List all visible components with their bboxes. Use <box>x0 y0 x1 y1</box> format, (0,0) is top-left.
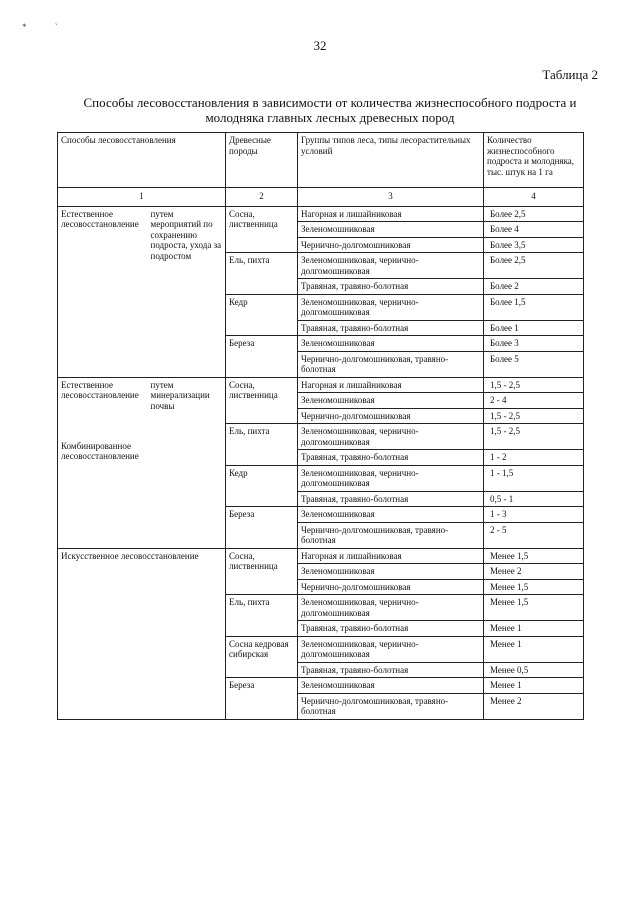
quantity-cell: Менее 1,5 <box>484 579 584 595</box>
means-cell: путем минерализации почвы <box>148 377 226 548</box>
forest-group-cell: Зеленомошниковая <box>298 507 484 523</box>
quantity-cell: 1,5 - 2,5 <box>484 377 584 393</box>
quantity-cell: 1 - 2 <box>484 450 584 466</box>
means-cell: путем мероприятий по сохранению подроста, ухода за подростом <box>148 206 226 377</box>
corner-mark: ` <box>54 22 58 32</box>
forest-group-cell: Нагорная и лишайниковая <box>298 206 484 222</box>
forest-group-cell: Зеленомошниковая <box>298 222 484 238</box>
forest-group-cell: Чернично-долгомошниковая, травяно-болотная <box>298 693 484 719</box>
column-number: 1 <box>58 188 226 207</box>
species-cell: Сосна, лиственница <box>226 377 298 424</box>
quantity-cell: 1,5 - 2,5 <box>484 408 584 424</box>
column-number: 4 <box>484 188 584 207</box>
forest-group-cell: Травяная, травяно-болотная <box>298 450 484 466</box>
forest-group-cell: Зеленомошниковая, чернично-долгомошниковая <box>298 636 484 662</box>
quantity-cell: Более 1,5 <box>484 294 584 320</box>
table-body <box>58 206 584 719</box>
table-row <box>58 548 584 564</box>
forest-group-cell: Нагорная и лишайниковая <box>298 548 484 564</box>
forest-group-cell: Зеленомошниковая, чернично-долгомошниковая <box>298 253 484 279</box>
method-cell <box>58 377 148 548</box>
species-cell: Ель, пихта <box>226 424 298 466</box>
quantity-cell: Более 2,5 <box>484 253 584 279</box>
corner-mark: * <box>22 22 27 32</box>
table-title: Способы лесовосстановления в зависимости от количества жизнеспособного подроста и молодняка главных лесных древесных пород <box>83 95 577 125</box>
page-number: 32 <box>313 38 327 53</box>
forest-group-cell: Чернично-долгомошниковая <box>298 237 484 253</box>
forest-group-cell: Зеленомошниковая, чернично-долгомошниковая <box>298 294 484 320</box>
forest-group-cell: Зеленомошниковая, чернично-долгомошниковая <box>298 595 484 621</box>
species-cell: Сосна, лиственница <box>226 206 298 253</box>
quantity-cell: Более 4 <box>484 222 584 238</box>
forest-group-cell: Зеленомошниковая, чернично-долгомошниковая <box>298 424 484 450</box>
species-cell: Береза <box>226 678 298 720</box>
method-label: Естественное лесовосстановление <box>61 208 139 229</box>
forest-group-cell: Травяная, травяно-болотная <box>298 662 484 678</box>
forest-group-cell: Травяная, травяно-болотная <box>298 491 484 507</box>
corner-marks <box>22 22 84 32</box>
method-cell <box>58 206 148 377</box>
quantity-cell: Менее 1,5 <box>484 595 584 621</box>
species-cell: Ель, пихта <box>226 595 298 637</box>
forest-group-cell: Чернично-долгомошниковая <box>298 579 484 595</box>
table-label: Таблица 2 <box>542 67 598 82</box>
quantity-cell: Менее 2 <box>484 564 584 580</box>
quantity-cell: Менее 1 <box>484 621 584 637</box>
quantity-cell: Более 2 <box>484 279 584 295</box>
forest-group-cell: Зеленомошниковая <box>298 336 484 352</box>
quantity-cell: Менее 1,5 <box>484 548 584 564</box>
column-number: 2 <box>226 188 298 207</box>
quantity-cell: Более 1 <box>484 320 584 336</box>
table-row <box>58 206 584 222</box>
quantity-cell: Менее 1 <box>484 636 584 662</box>
quantity-cell: 1 - 3 <box>484 507 584 523</box>
forest-group-cell: Зеленомошниковая <box>298 564 484 580</box>
forest-group-cell: Травяная, травяно-болотная <box>298 279 484 295</box>
forest-group-cell: Зеленомошниковая <box>298 393 484 409</box>
header-species: Древесные породы <box>226 133 298 188</box>
quantity-cell: Менее 2 <box>484 693 584 719</box>
species-cell: Береза <box>226 507 298 549</box>
quantity-cell: Менее 1 <box>484 678 584 694</box>
table-header-row <box>58 133 584 188</box>
forest-group-cell: Зеленомошниковая <box>298 678 484 694</box>
species-cell: Береза <box>226 336 298 378</box>
species-cell: Кедр <box>226 294 298 336</box>
quantity-cell: Более 3 <box>484 336 584 352</box>
column-number: 3 <box>298 188 484 207</box>
quantity-cell: 2 - 5 <box>484 522 584 548</box>
forest-group-cell: Нагорная и лишайниковая <box>298 377 484 393</box>
forest-group-cell: Чернично-долгомошниковая, травяно-болотная <box>298 522 484 548</box>
quantity-cell: 0,5 - 1 <box>484 491 584 507</box>
quantity-cell: Более 5 <box>484 351 584 377</box>
column-number-row <box>58 188 584 207</box>
quantity-cell: 1 - 1,5 <box>484 465 584 491</box>
quantity-cell: Более 3,5 <box>484 237 584 253</box>
species-cell: Сосна кедровая сибирская <box>226 636 298 678</box>
method-extra-label: Комбинированное лесовосстановление <box>61 440 139 461</box>
quantity-cell: 1,5 - 2,5 <box>484 424 584 450</box>
quantity-cell: Менее 0,5 <box>484 662 584 678</box>
forest-restoration-table <box>57 132 584 720</box>
species-cell: Кедр <box>226 465 298 507</box>
header-methods: Способы лесовосстановления <box>58 133 226 188</box>
table-row <box>58 377 584 393</box>
forest-group-cell: Чернично-долгомошниковая, травяно-болотная <box>298 351 484 377</box>
method-label: Естественное лесовосстановление <box>61 379 139 400</box>
species-cell: Ель, пихта <box>226 253 298 295</box>
forest-group-cell: Чернично-долгомошниковая <box>298 408 484 424</box>
forest-group-cell: Зеленомошниковая, чернично-долгомошниковая <box>298 465 484 491</box>
method-cell: Искусственное лесовосстановление <box>58 548 226 719</box>
species-cell: Сосна, лиственница <box>226 548 298 595</box>
forest-group-cell: Травяная, травяно-болотная <box>298 320 484 336</box>
header-quantity: Количество жизнеспособного подроста и молодняка, тыс. штук на 1 га <box>484 133 584 188</box>
quantity-cell: 2 - 4 <box>484 393 584 409</box>
forest-group-cell: Травяная, травяно-болотная <box>298 621 484 637</box>
header-forest-groups: Группы типов леса, типы лесорастительных условий <box>298 133 484 188</box>
quantity-cell: Более 2,5 <box>484 206 584 222</box>
